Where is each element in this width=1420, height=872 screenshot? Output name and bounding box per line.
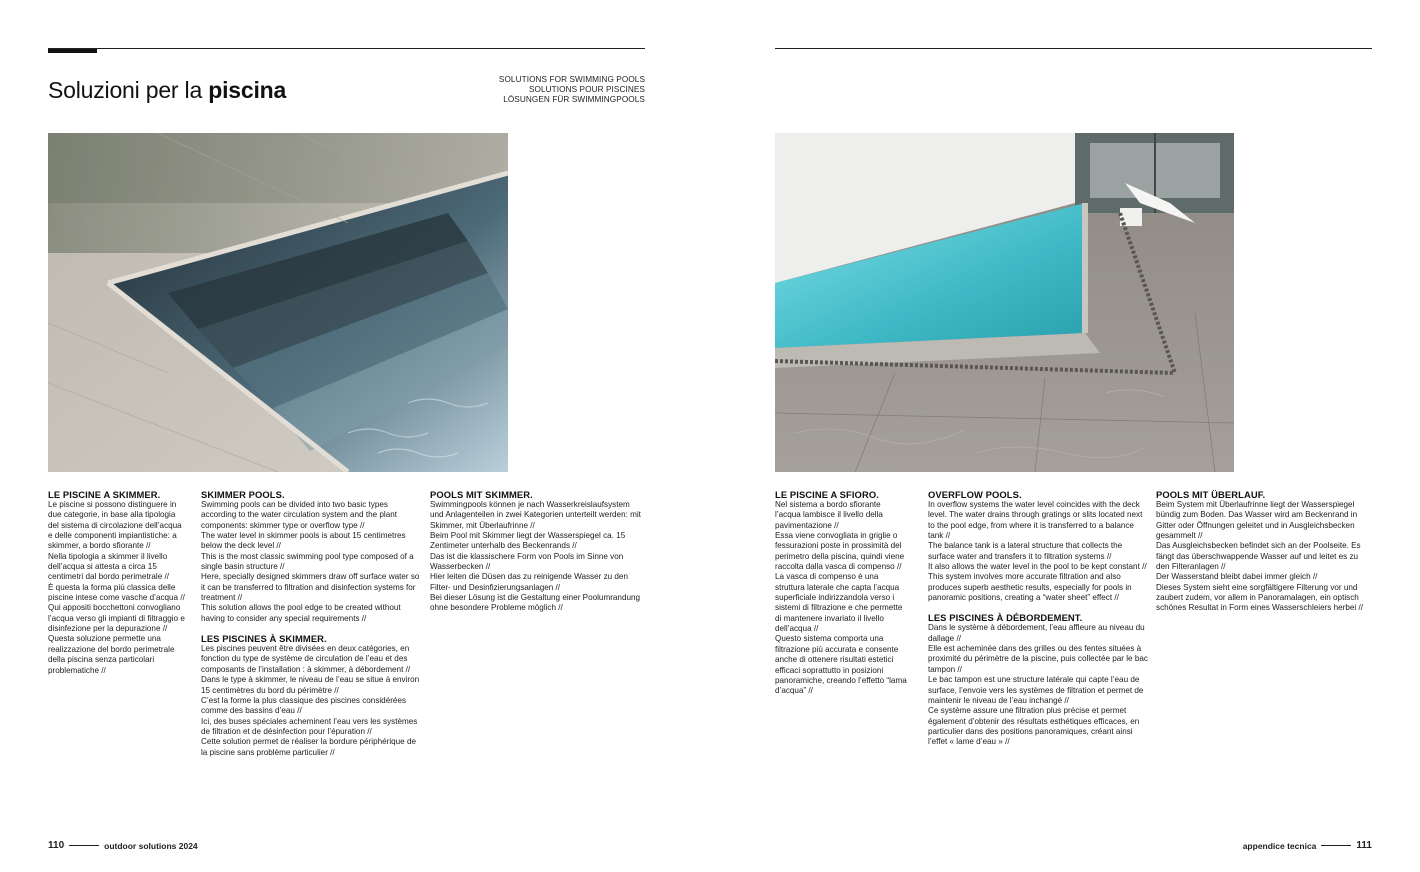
overflow-pool-photo bbox=[775, 133, 1234, 472]
header-rule-right bbox=[775, 48, 1372, 49]
section-heading-fr: LES PISCINES À SKIMMER. bbox=[201, 633, 327, 645]
text-column-de-skimmer bbox=[430, 489, 648, 614]
section-body: In overflow systems the water level coincides with the deck level. The water drains through gratings or slits located next to the pool edge, from where it is transferred to a balance tank // The balance tank is a lateral structure that collects the surface water and transfers it to filtration systems // It also allows the water level in the pool to be kept constant // This system involves more accurate filtration and also produces superb aesthetic results, especially for pools in panoramic positions, creating a “water sheet” effect // bbox=[928, 500, 1147, 603]
page-title: Soluzioni per la piscina bbox=[48, 77, 287, 103]
section-body: Swimmingpools können je nach Wasserkreislaufsystem und Anlagenteilen in zwei Kategorien unterteilt werden: mit Skimmer, mit Überlaufrinne // Beim Pool mit Skimmer liegt der Wasserspiegel ca. 15 Zentimeter unterhalb des Beckenrands // Das ist die klassischere Form von Pools im Sinne von Wasserbecken // Hier leiten die Düsen das zu reinigende Wasser zu den Filter- und Desinfizierungsanlagen // Bei dieser Lösung ist die Gestaltung einer Poolumrandung ohne besondere Probleme möglich // bbox=[430, 500, 641, 613]
section-body: Swimming pools can be divided into two basic types according to the water circulation system and the plant components: skimmer type or overflow type // The water level in skimmer pools is about 15 centimetres below the deck level // This is the most classic swimming pool type composed of a single basin structure // Here, specially designed skimmers draw off surface water so it can be transferred to filtration and disinfection systems for treatment // This solution allows the pool edge to be created without having to consider any special requirements // bbox=[201, 500, 420, 623]
section-name: appendice tecnica bbox=[1242, 840, 1317, 851]
page-number: 111 bbox=[1356, 840, 1372, 851]
subtitle-de: LÖSUNGEN FÜR SWIMMINGPOOLS bbox=[503, 95, 645, 104]
section-heading: POOLS MIT ÜBERLAUF. bbox=[1156, 489, 1266, 500]
title-translations bbox=[499, 75, 645, 105]
section-body-fr: Les piscines peuvent être divisées en deux catégories, en fonction du type de système de circulation de l’eau et des composants de l’installation : à skimmer, à débordement // Dans le type à skimmer, le niveau de l’eau se situe à environ 15 centimètres du bord du périmètre // C’est la forme la plus classique des piscines considérées comme des bassins d’eau // Ici, des buses spéciales acheminent l’eau vers les systèmes de filtration et de désinfection pour l’épuration // Cette solution permet de réaliser la bordure périphérique de la piscine sans problème particulier // bbox=[201, 644, 420, 757]
text-column-en-fr-overflow bbox=[928, 489, 1154, 748]
subtitle-fr: SOLUTIONS POUR PISCINES bbox=[528, 85, 645, 94]
section-body: Beim System mit Überlaufrinne liegt der Wasserspiegel bündig zum Boden. Das Wasser wird am Beckenrand in Gitter oder Öffnungen geleitet und in Ausgleichsbecken gesammelt // Das Ausgleichsbecken befindet sich an der Poolseite. Es fängt das überschwappende Wasser auf und leitet es zu den Filteranlagen // Der Wasserstand bleibt dabei immer gleich // Dieses System sieht eine sorgfältigere Filterung vor und zaubert zudem, vor allem in Panoramalagen, ein optisch schönes Resultat in Form eines Wasserschleiers herbei // bbox=[1156, 500, 1363, 613]
section-heading: LE PISCINE A SKIMMER. bbox=[48, 489, 161, 500]
section-body-fr: Dans le système à débordement, l’eau affleure au niveau du dallage // Elle est acheminée dans des grilles ou des fentes situées à proximité du périmètre de la piscine, puis collectée par le bac tampon // Le bac tampon est une structure latérale qui capte l’eau de surface, l’envoie vers les systèmes de filtration et permet de maintenir le niveau de l’eau inchangé // Ce système assure une filtration plus précise et permet également d’obtenir des résultats esthétiques efficaces, en particulier dans des positions panoramiques, créant ainsi l’effet « lame d’eau » // bbox=[928, 623, 1148, 747]
folio-dash bbox=[1321, 845, 1351, 846]
section-heading: LE PISCINE A SFIORO. bbox=[775, 489, 879, 500]
folio-dash bbox=[69, 845, 99, 846]
publication-name: outdoor solutions 2024 bbox=[104, 840, 198, 851]
text-column-it-skimmer bbox=[48, 489, 196, 676]
page-number: 110 bbox=[48, 840, 65, 851]
section-heading: OVERFLOW POOLS. bbox=[928, 489, 1022, 500]
section-heading: POOLS MIT SKIMMER. bbox=[430, 489, 533, 500]
section-body: Nel sistema a bordo sfiorante l’acqua lambisce il livello della pavimentazione // Essa viene convogliata in griglie o fessurazioni poste in prossimità del perimetro della piscina, quindi viene raccolta dalla vasca di compenso // La vasca di compenso è una struttura laterale che capta l’acqua superficiale indirizzandola verso i sistemi di filtrazione e che permette di mantenere invariato il livello dell’acqua // Questo sistema comporta una filtrazione più accurata e consente anche di ottenere risultati estetici efficaci soprattutto in posizioni panoramiche, creando l’effetto “lama d’acqua” // bbox=[775, 500, 907, 696]
folio-right bbox=[1243, 840, 1372, 851]
header-rule-left bbox=[48, 48, 645, 49]
text-column-en-fr-skimmer bbox=[201, 489, 426, 758]
section-heading: SKIMMER POOLS. bbox=[201, 489, 285, 500]
skimmer-pool-photo bbox=[48, 133, 508, 472]
subtitle-en: SOLUTIONS FOR SWIMMING POOLS bbox=[498, 75, 645, 84]
section-heading-fr: LES PISCINES À DÉBORDEMENT. bbox=[928, 612, 1083, 624]
text-column-de-overflow bbox=[1156, 489, 1378, 614]
text-column-it-overflow bbox=[775, 489, 923, 697]
section-body: Le piscine si possono distinguere in due categorie, in base alla tipologia del sistema di circolazione dell’acqua e delle componenti impiantistiche: a skimmer, a bordo sfiorante // Nella tipologia a skimmer il livello dell’acqua si attesta a circa 15 centimetri dal bordo perimetrale // È questa la forma più classica delle piscine intese come vasche d’acqua // Qui appositi bocchettoni convogliano l’acqua verso gli impianti di filtraggio e disinfezione per la depurazione // Questa soluzione permette una realizzazione del bordo perimetrale della piscina senza particolari problematiche // bbox=[48, 500, 185, 675]
folio-left bbox=[48, 840, 198, 851]
